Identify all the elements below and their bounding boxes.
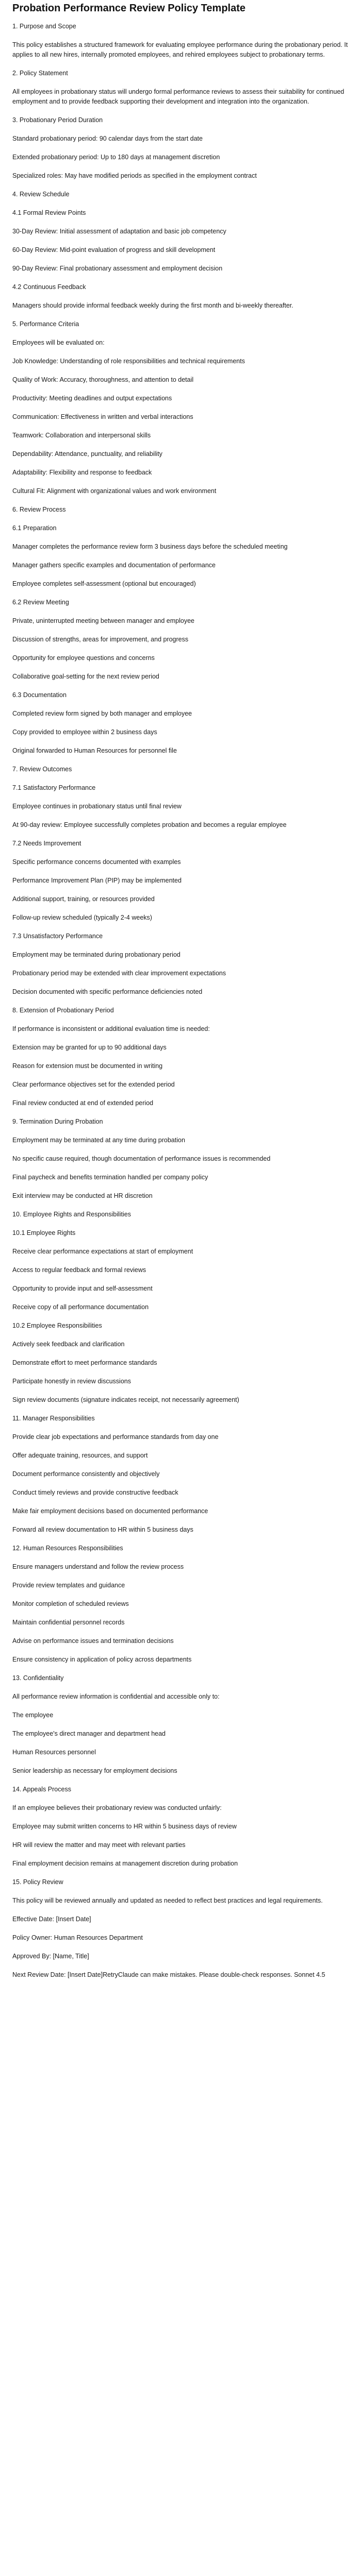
document-paragraph: 10.1 Employee Rights	[12, 1229, 76, 1236]
document-paragraph: 7. Review Outcomes	[12, 766, 72, 773]
document-paragraph: Original forwarded to Human Resources for personnel file	[12, 747, 177, 754]
document-paragraph: 7.1 Satisfactory Performance	[12, 784, 96, 791]
document-paragraph: 9. Termination During Probation	[12, 1118, 103, 1125]
document-paragraph: Employee may submit written concerns to HR within 5 business days of review	[12, 1823, 237, 1830]
document-paragraph: This policy establishes a structured framework for evaluating employee performance during the probationary period. It applies to all new hires, internally promoted employees, and rehired employees subject to probationary terms.	[12, 41, 348, 58]
document-paragraph: The employee's direct manager and department head	[12, 1730, 166, 1737]
document-paragraph: Follow-up review scheduled (typically 2-4 weeks)	[12, 914, 152, 921]
document-paragraph: Advise on performance issues and termination decisions	[12, 1637, 174, 1645]
document-paragraph: All performance review information is confidential and accessible only to:	[12, 1693, 220, 1700]
document-paragraph: Cultural Fit: Alignment with organizational values and work environment	[12, 487, 217, 495]
document-paragraph: Copy provided to employee within 2 business days	[12, 728, 157, 736]
document-paragraph: Ensure managers understand and follow the review process	[12, 1563, 184, 1570]
document-paragraph: Reason for extension must be documented in writing	[12, 1062, 163, 1070]
document-paragraph: Employee completes self-assessment (optional but encouraged)	[12, 580, 196, 587]
document-paragraph: Discussion of strengths, areas for improvement, and progress	[12, 636, 189, 643]
document-paragraph: Ensure consistency in application of policy across departments	[12, 1656, 192, 1663]
document-paragraph: Employment may be terminated during probationary period	[12, 951, 180, 958]
document-paragraph: Effective Date: [Insert Date]	[12, 1916, 91, 1923]
document-paragraph: Employee continues in probationary status until final review	[12, 803, 182, 810]
document-paragraph: Decision documented with specific performance deficiencies noted	[12, 988, 203, 995]
document-paragraph: Extended probationary period: Up to 180 days at management discretion	[12, 154, 220, 161]
document-paragraph: Performance Improvement Plan (PIP) may be implemented	[12, 877, 182, 884]
document-paragraph: Adaptability: Flexibility and response to feedback	[12, 469, 152, 476]
document-paragraph: Employees will be evaluated on:	[12, 339, 105, 346]
document-paragraph: 7.2 Needs Improvement	[12, 840, 81, 847]
document-paragraph: Additional support, training, or resources provided	[12, 895, 155, 903]
document-paragraph: Forward all review documentation to HR within 5 business days	[12, 1526, 193, 1533]
document-paragraph: 4. Review Schedule	[12, 191, 70, 198]
document-paragraph: 15. Policy Review	[12, 1878, 63, 1886]
document-paragraph: Provide clear job expectations and performance standards from day one	[12, 1433, 219, 1440]
document-paragraph: Access to regular feedback and formal reviews	[12, 1266, 146, 1274]
document-paragraph: Dependability: Attendance, punctuality, and reliability	[12, 450, 162, 457]
document-paragraph: Final review conducted at end of extended period	[12, 1099, 154, 1107]
document-paragraph: Exit interview may be conducted at HR discretion	[12, 1192, 153, 1199]
document-paragraph: 4.1 Formal Review Points	[12, 209, 86, 216]
document-paragraph: 13. Confidentiality	[12, 1674, 64, 1682]
document-paragraph: 30-Day Review: Initial assessment of adaptation and basic job competency	[12, 228, 226, 235]
document-paragraph: Senior leadership as necessary for employment decisions	[12, 1767, 177, 1774]
document-paragraph: 6.1 Preparation	[12, 524, 57, 532]
document-paragraph: 60-Day Review: Mid-point evaluation of progress and skill development	[12, 246, 216, 253]
document-paragraph: Clear performance objectives set for the extended period	[12, 1081, 175, 1088]
document-paragraph: Receive clear performance expectations at start of employment	[12, 1248, 193, 1255]
document-paragraph: No specific cause required, though documentation of performance issues is recommended	[12, 1155, 271, 1162]
document-paragraph: 8. Extension of Probationary Period	[12, 1007, 114, 1014]
document-paragraph: If an employee believes their probationary review was conducted unfairly:	[12, 1804, 222, 1811]
document-paragraph: Manager gathers specific examples and documentation of performance	[12, 562, 216, 569]
document-paragraph: Standard probationary period: 90 calendar days from the start date	[12, 135, 203, 142]
document-paragraph: Conduct timely reviews and provide constructive feedback	[12, 1489, 178, 1496]
document-paragraph: 10.2 Employee Responsibilities	[12, 1322, 102, 1329]
document-paragraph: Maintain confidential personnel records	[12, 1619, 125, 1626]
document-paragraph: 2. Policy Statement	[12, 70, 68, 77]
document-paragraph: 1. Purpose and Scope	[12, 23, 76, 30]
document-paragraph: Manager completes the performance review form 3 business days before the scheduled meeting	[12, 543, 288, 550]
document-paragraph: Quality of Work: Accuracy, thoroughness, and attention to detail	[12, 376, 194, 383]
document-title: Probation Performance Review Policy Template	[12, 3, 245, 14]
document-paragraph: 7.3 Unsatisfactory Performance	[12, 933, 103, 940]
document-body	[12, 22, 349, 1980]
document-paragraph: Teamwork: Collaboration and interpersonal skills	[12, 432, 151, 439]
document-paragraph: Private, uninterrupted meeting between manager and employee	[12, 617, 194, 624]
document-paragraph: All employees in probationary status will undergo formal performance reviews to assess their suitability for continued employment and to provide feedback supporting their development and integration into the organization.	[12, 88, 344, 105]
document-paragraph: This policy will be reviewed annually and updated as needed to reflect best practices and legal requirements.	[12, 1897, 323, 1904]
document-paragraph: Actively seek feedback and clarification	[12, 1341, 125, 1348]
document-paragraph: Monitor completion of scheduled reviews	[12, 1600, 129, 1607]
document-paragraph: Extension may be granted for up to 90 additional days	[12, 1044, 167, 1051]
document-paragraph: Probationary period may be extended with clear improvement expectations	[12, 970, 226, 977]
document-paragraph: Productivity: Meeting deadlines and output expectations	[12, 395, 172, 402]
document-paragraph: The employee	[12, 1711, 54, 1719]
document-paragraph: 90-Day Review: Final probationary assessment and employment decision	[12, 265, 223, 272]
document-paragraph: 10. Employee Rights and Responsibilities	[12, 1211, 131, 1218]
document-paragraph: Next Review Date: [Insert Date]RetryClaude can make mistakes. Please double-check responses. Sonnet 4.5	[12, 1971, 325, 1978]
document-paragraph: Opportunity to provide input and self-assessment	[12, 1285, 153, 1292]
document-paragraph: Specialized roles: May have modified periods as specified in the employment contract	[12, 172, 257, 179]
document-paragraph: Demonstrate effort to meet performance standards	[12, 1359, 157, 1366]
document-paragraph: Policy Owner: Human Resources Department	[12, 1934, 143, 1941]
document-paragraph: 6.2 Review Meeting	[12, 599, 69, 606]
document-paragraph: Document performance consistently and objectively	[12, 1470, 160, 1478]
document-paragraph: 14. Appeals Process	[12, 1786, 71, 1793]
document-paragraph: Opportunity for employee questions and concerns	[12, 654, 155, 662]
document-paragraph: 5. Performance Criteria	[12, 320, 79, 328]
document-paragraph: HR will review the matter and may meet with relevant parties	[12, 1841, 186, 1849]
document-paragraph: 4.2 Continuous Feedback	[12, 283, 86, 291]
document-paragraph: Final paycheck and benefits termination handled per company policy	[12, 1174, 208, 1181]
document-paragraph: Provide review templates and guidance	[12, 1582, 125, 1589]
document-paragraph: If performance is inconsistent or additional evaluation time is needed:	[12, 1025, 210, 1032]
document-paragraph: Final employment decision remains at management discretion during probation	[12, 1860, 238, 1867]
document-paragraph: Offer adequate training, resources, and support	[12, 1452, 148, 1459]
document-paragraph: Job Knowledge: Understanding of role responsibilities and technical requirements	[12, 358, 245, 365]
document-paragraph: Completed review form signed by both manager and employee	[12, 710, 192, 717]
document-paragraph: Managers should provide informal feedback weekly during the first month and bi-weekly thereafter.	[12, 302, 293, 309]
document-paragraph: Receive copy of all performance documentation	[12, 1303, 149, 1311]
document-paragraph: At 90-day review: Employee successfully completes probation and becomes a regular employee	[12, 821, 287, 828]
document-paragraph: 11. Manager Responsibilities	[12, 1415, 95, 1422]
document-paragraph: Specific performance concerns documented with examples	[12, 858, 181, 866]
document-paragraph: Human Resources personnel	[12, 1749, 96, 1756]
document-paragraph: Approved By: [Name, Title]	[12, 1953, 89, 1960]
document-paragraph: 6.3 Documentation	[12, 691, 67, 699]
document-paragraph: Collaborative goal-setting for the next review period	[12, 673, 159, 680]
document-paragraph: 12. Human Resources Responsibilities	[12, 1545, 123, 1552]
document-paragraph: Sign review documents (signature indicates receipt, not necessarily agreement)	[12, 1396, 239, 1403]
document-paragraph: 3. Probationary Period Duration	[12, 116, 103, 124]
document-paragraph: Communication: Effectiveness in written and verbal interactions	[12, 413, 193, 420]
document-paragraph: Participate honestly in review discussions	[12, 1378, 131, 1385]
document-paragraph: Employment may be terminated at any time during probation	[12, 1137, 185, 1144]
document-paragraph: 6. Review Process	[12, 506, 66, 513]
document-paragraph: Make fair employment decisions based on documented performance	[12, 1507, 208, 1515]
